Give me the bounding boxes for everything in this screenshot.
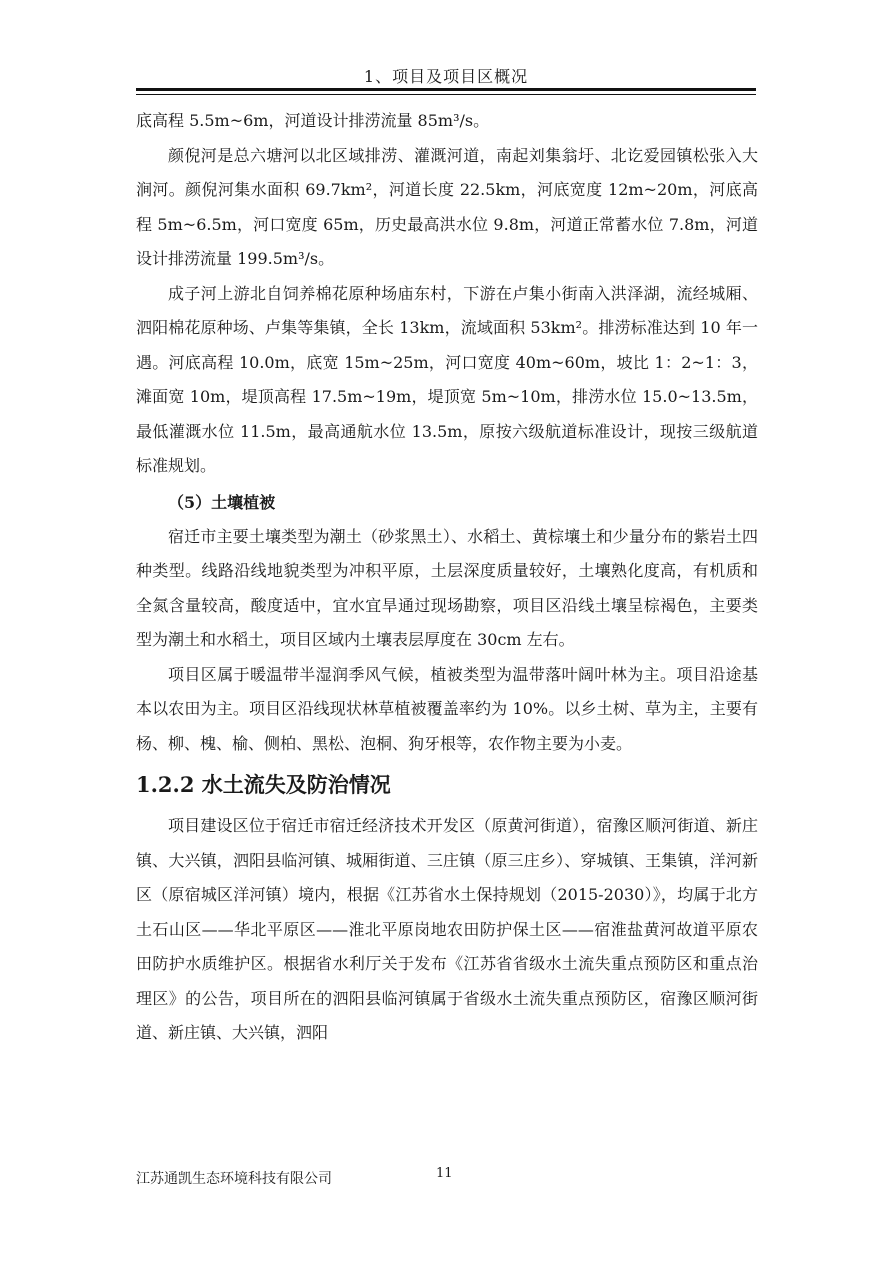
footer-company: 江苏通凯生态环境科技有限公司 <box>136 1171 332 1187</box>
paragraph-continuation: 底高程 5.5m~6m，河道设计排涝流量 85m³/s。 <box>136 111 490 130</box>
paragraph-vegetation: 项目区属于暖温带半湿润季风气候，植被类型为温带落叶阔叶林为主。项目沿途基本以农田为主。项目区沿线现状林草植被覆盖率约为 10%。以乡土树、草为主，主要有杨、柳、槐、榆、侧柏、黑松、泡桐、狗牙根等，农作物主要为小麦。 <box>136 664 758 753</box>
running-header-title: 1、项目及项目区概况 <box>363 67 529 86</box>
header-rule-thin <box>136 94 756 95</box>
paragraph-soil: 宿迁市主要土壤类型为潮土（砂浆黑土）、水稻土、黄棕壤土和少量分布的紫岩土四种类型。线路沿线地貌类型为冲积平原，土层深度质量较好，土壤熟化度高，有机质和全氮含量较高，酸度适中，宜水宜旱通过现场勘察，项目区沿线土壤呈棕褐色，主要类型为潮土和水稻土，项目区域内土壤表层厚度在 30cm 左右。 <box>136 526 758 649</box>
paragraph-yanni-river: 颜倪河是总六塘河以北区域排涝、灌溉河道，南起刘集翁圩、北讫爱园镇松张入大涧河。颜倪河集水面积 69.7km²，河道长度 22.5km，河底宽度 12m~20m，河底高程 5m~6.5m，河口宽度 65m，历史最高洪水位 9.8m，河道正常蓄水位 7.8m，河道设计排涝流量 199.5m³/s。 <box>136 145 758 268</box>
page-body <box>136 104 758 1051</box>
paragraph-chengzi-river: 成子河上游北自饲养棉花原种场庙东村，下游在卢集小街南入洪泽湖，流经城厢、泗阳棉花原种场、卢集等集镇，全长 13km，流域面积 53km²。排涝标准达到 10 年一遇。河底高程 10.0m，底宽 15m~25m，河口宽度 40m~60m，坡比 1：2~1：3，滩面宽 10m，堤顶高程 17.5m~19m，堤顶宽 5m~10m，排涝水位 15.0~13.5m，最低灌溉水位 11.5m，最高通航水位 13.5m，原按六级航道标准设计，现按三级航道标准规划。 <box>136 283 758 475</box>
paragraph-soil-erosion: 项目建设区位于宿迁市宿迁经济技术开发区（原黄河街道），宿豫区顺河街道、新庄镇、大兴镇，泗阳县临河镇、城厢街道、三庄镇（原三庄乡）、穿城镇、王集镇，洋河新区（原宿城区洋河镇）境内，根据《江苏省水土保持规划（2015-2030）》，均属于北方土石山区——华北平原区——淮北平原岗地农田防护保土区——宿淮盐黄河故道平原农田防护水质维护区。根据省水利厅关于发布《江苏省省级水土流失重点预防区和重点治理区》的公告，项目所在的泗阳县临河镇属于省级水土流失重点预防区，宿豫区顺河街道、新庄镇、大兴镇，泗阳 <box>136 816 758 1042</box>
page-number: 11 <box>436 1166 453 1181</box>
section-heading: 1.2.2 水土流失及防治情况 <box>136 772 391 797</box>
subheading-soil-vegetation: （5）土壤植被 <box>168 492 276 512</box>
header-rule-thick <box>136 88 756 91</box>
